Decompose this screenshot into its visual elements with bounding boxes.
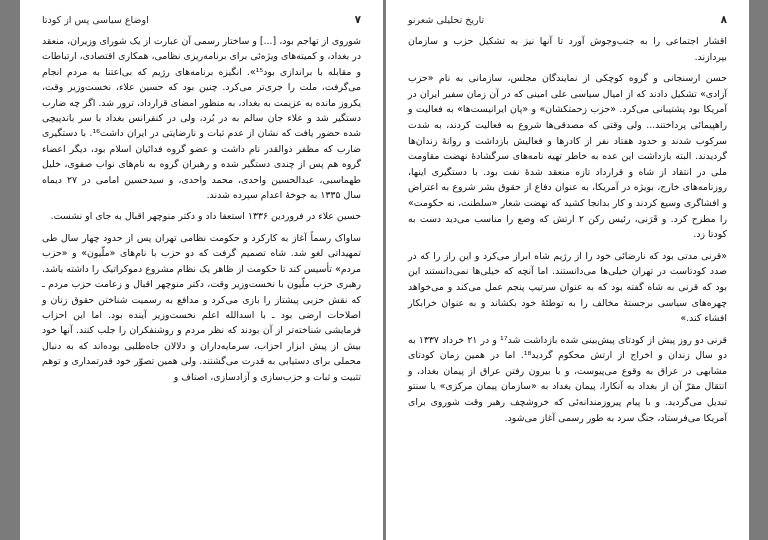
left-page bbox=[20, 0, 383, 540]
right-page-number: ۸ bbox=[720, 14, 727, 26]
left-page-header bbox=[42, 14, 361, 26]
paragraph: حسن ارسنجانی و گروه کوچکی از نمایندگان مجلس، سازمانی به نام «حزب آزادی» تشکیل دادند که از امیال سیاسی علی امینی که در آن زمان سفیر ایران در آمریکا بود پشتیبانی می‌کرد. «حزب زحمتکشان» و «پان ایرانیست‌ها» به فعالیت و راهپیمائی پرداختند... ولی وقتی که مصدقی‌ها شروع به فعالیت کردند، به شدت سرکوب شدند و حدود هفتاد نفر از کادرها و فعالیش بازداشت و روانهٔ زندان‌ها گردیدند. البته بازداشت این عده به خاطر تهیه نامه‌های سرگشادهٔ نهضت مقاومت ملی در انتقاد از شاه و قرارداد تازه منعقد شدهٔ نفت بود. با دستگیری اینها، روزنامه‌های خارج، بویژه در آمریکا، به عنوان دفاع از حقوق بشر شروع به اعتراض و افشاگری وسیع کردند و کار بدانجا کشید که نهضت شعار «سلطنت، نه حکومت» را مطرح کرد. و قَرَنی، رئیس رکن ۲ ارتش که وضع را مناسب می‌دید دست به کودتا زد. bbox=[408, 73, 727, 241]
paragraph: قرنی دو روز پیش از کودتای پیش‌بینی شده بازداشت شد¹⁷ و در ۲۱ خرداد ۱۳۳۷ به دو سال زندان و اخراج از ارتش محکوم گردید¹⁸. اما در همین زمان کودتای مشابهی در عراق به وقوع می‌پیوست، و با بیرون رفتن عراق از پیمان بغداد، و انتقال مقرّ آن از بغداد به آنکارا، پیمان بغداد به «سازمان پیمان مرکزی» یا سنتو تبدیل می‌گردید. و با پیام پیروزمندانه‌ئی که خروشچف رهبر وقت شوروی برای آمریکا می‌فرستاد، جنگ سرد به طور رسمی آغاز می‌شود. bbox=[408, 334, 728, 424]
right-page-body bbox=[408, 34, 727, 426]
left-running-title: اوضاع سیاسی پس از کودتا bbox=[42, 15, 149, 26]
right-page bbox=[386, 0, 749, 540]
left-page-number: ۷ bbox=[354, 14, 361, 26]
quote-paragraph: «قرنی مدتی بود که نارضائی خود را از رژیم شاه ابراز می‌کرد و این راز را که در صدد کودتاست در تهران خیلی‌ها می‌دانستند. اما آنچه که خیلی‌ها نمی‌دانستند این بود که قرنی به شاه گفته بود که به عنوان سرتیپ پنجم عمل می‌کند و می‌خواهد چهره‌های سیاسی برجستهٔ مخالف را به توطئهٔ خود بکشاند و به عنوان خرابکار افشاء کند.» bbox=[408, 250, 727, 325]
paragraph: ساواک رسماً آغاز به کارکرد و حکومت نظامی تهران پس از حدود چهار سال طی تمهیداتی لغو شد. شاه تصمیم گرفت که دو حزب با نام‌های «ملّیون» و «حزب مردم» تأسیس کند تا حکومت از ظاهر یک نظام مشروع دموکراتیک را داشته باشد. رهبری حزب ملّیون با نخست‌وزیر وقت، دکتر منوچهر اقبال و زعامت حزب مردم ـ که نقش حزبی پیشتاز را بازی می‌کرد و مدافع به رسمیت شناختن حقوق زنان و اصلاحات ارضی بود ـ با اسدالله اعلم نخست‌وزیر آینده بود. اما این احزاب فرمایشی شناخته‌تر از آن بودند که نظر مردم و روشنفکران را جلب کنند. آنها خود بیش از پیش ابزار احزاب، سرمایه‌داران و دلالان جاه‌طلبی بوده‌اند که به دنبال محملی برای دستیابی به قدرت می‌گشتند. ولی همین تصوّر خود قدرتمداری و توهم تثبیت و ثبات و حزب‌سازی و آزادسازی، اصناف و bbox=[42, 232, 361, 383]
paragraph: اقشار اجتماعی را به جنب‌وجوش آورد تا آنها نیز به تشکیل حزب و سازمان بپردازند. bbox=[408, 36, 727, 63]
right-page-header bbox=[408, 14, 727, 26]
left-page-body bbox=[42, 34, 361, 385]
paragraph: حسین علاء در فروردین ۱۳۳۶ استعفا داد و دکتر منوچهر اقبال به جای او نشست. bbox=[50, 211, 361, 223]
right-running-title: تاریخ تحلیلی شعرنو bbox=[408, 15, 485, 26]
paragraph: شوروی از تهاجم بود، [...] و ساختار رسمی آن عبارت از یک شورای وزیران، منعقد در بغداد، و کمیته‌های ویژه‌ئی برای برنامه‌ریزی نظامی، همکاری اقتصادی، ارتباطات و مقابله با براندازی بود¹⁵». انگیزه برنامه‌های رژیم که بی‌اعتنا به مردم انجام می‌گرفت، ملت را جری‌تر می‌کرد. چنین بود که حسین علاء، نخست‌وزیر وقت، یکروز مانده به عزیمت به بغداد، به منظور امضای قرارداد، ترور شد. اگر چه ضارب دستگیر شد و علاء جان سالم به در بُرد، ولی در کنفرانس بغداد با سر باندپیچی شده حضور یافت که نشان از عدم ثبات و نارضایتی در ایران داشت¹⁶. با دستگیری ضارب که مظفر ذوالقدر نام داشت و عضو گروه فدائیان اسلام بود، دیگر اعضاء گروه هم پس از چندی دستگیر شده و رهبران گروه به نام‌های نواب صفوی، خلیل طهماسبی، عبدالحسین واحدی، محمد واحدی، و سیدحسین امامی در ۲۷ دیماه سال ۱۳۳۵ به جوخهٔ اعدام سپرده شدند. bbox=[42, 36, 361, 202]
